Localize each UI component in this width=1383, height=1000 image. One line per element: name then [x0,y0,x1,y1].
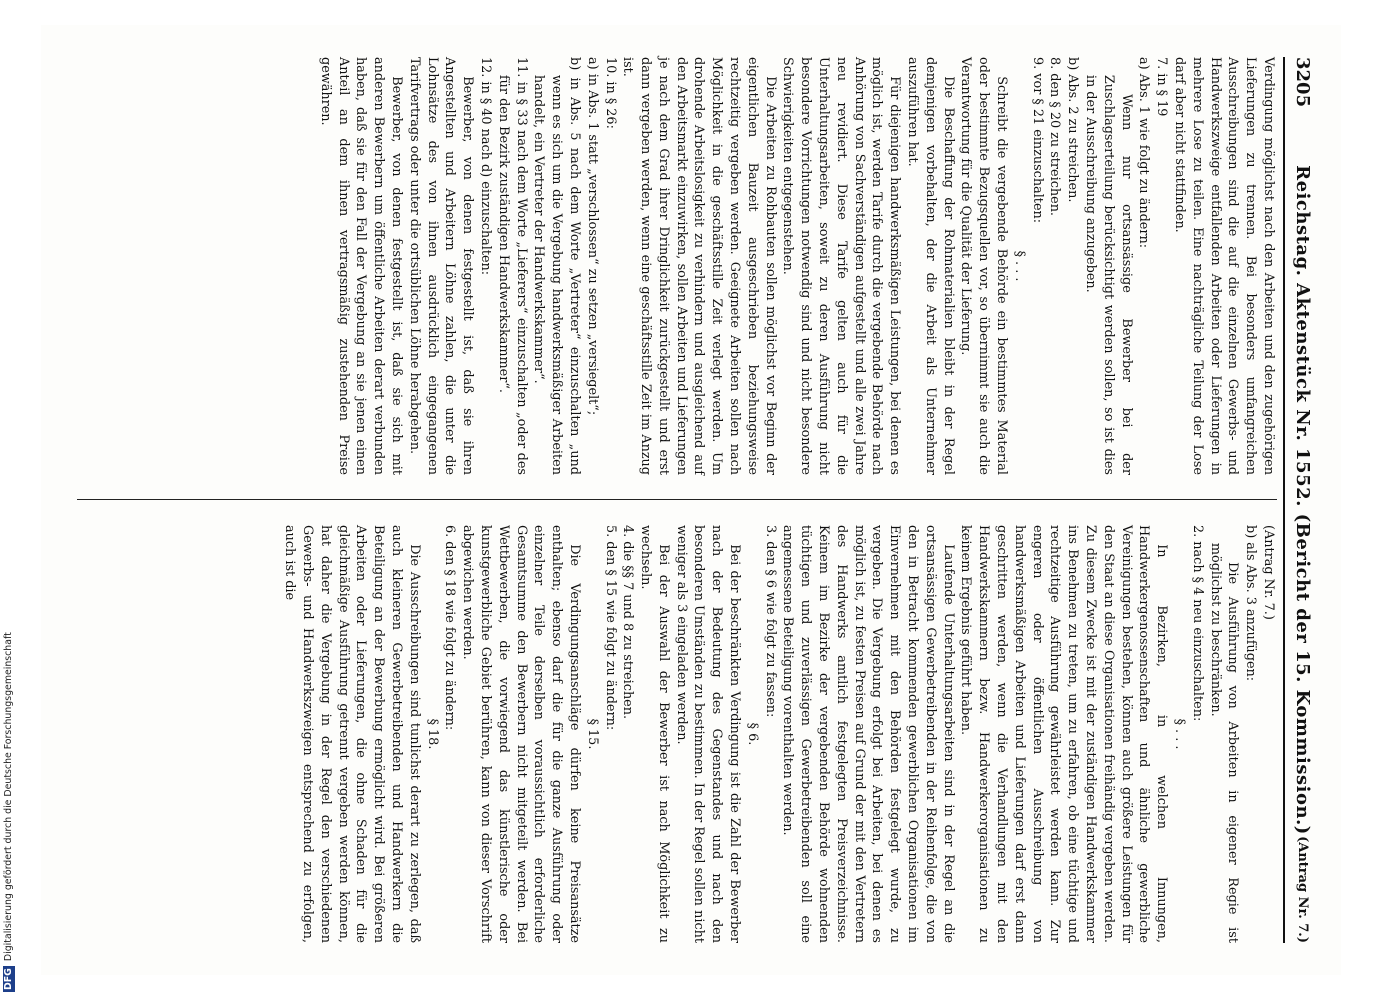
list-item: 12. in § 40 nach d) einzuschalten: [477,57,493,276]
list-item: 8. den § 20 zu streichen. [1047,57,1063,217]
paragraph: Die Beschaffung der Rohmaterialien bleibt in der Regel demjenigen vorbehalten, der die Arbeit als Unternehmer auszuführen hat. [905,57,956,475]
document-page [41,25,1341,975]
list-item: 9. vor § 21 einzuschalten: [1029,57,1045,224]
list-item: 7. in § 19 [1154,57,1170,117]
list-item: b) in Abs. 5 nach dem Worte „Vertreter“ einzuschalten „und wenn es sich um die Vergebung handwerksmäßiger Arbeiten handelt, ein Vertreter der Handwerkskammer“. [531,57,582,475]
paragraph: Verdingung möglichst nach den Arbeiten und den zugehörigen Lieferungen zu trennen. Bei besonders umfangreichen Ausschreibungen sind die auf die einzelnen Gewerbs- und Handwerkszweige entfallenden Arbeiten oder Lieferungen in mehrere Lose zu teilen. Eine nachträgliche Teilung der Lose darf aber nicht stattfinden. [1172,57,1276,475]
section-mark: § . . . [1011,250,1027,282]
left-column [81,57,1277,475]
list-item: a) Abs. 1 wie folgt zu ändern: [1136,57,1152,249]
dfg-logo: DFG [3,968,14,990]
paragraph: Bei der beschränkten Verdingung ist die Zahl der Bewerber nach der Bedeutung des Gegenstandes und nach den besonderen Umständen zu bestimmen. In der Regel sollen nicht weniger als 3 eingeladen werden. [673,525,743,943]
paragraph: Die Verdingungsanschläge dürfen keine Preisansätze enthalten; ebenso darf die für die ganze Ausführung oder einzelner Teile derselben voraussichtlich erforderliche Gesamtsumme den Bewerbern nicht mitgeteilt werden. Bei Wettbewerben, die vorwiegend das künstlerische oder kunstgewerbliche Gebiet berühren, kann von dieser Vorschrift abgewichen werden. [460,525,582,943]
column-separator [77,499,1277,500]
section-mark: § 15. [584,718,600,750]
list-item: b) Abs. 2 zu streichen. [1065,57,1081,203]
paragraph: Die Ausführung von Arbeiten in eigener Regie ist möglichst zu beschränken. [1207,542,1241,943]
page-number: 3205 [1292,57,1313,108]
list-item: a) in Abs. 1 statt „verschlossen“ zu setzen „versiegelt“; [584,57,600,416]
list-item: 3. den § 6 wie folgt zu fassen: [762,525,778,718]
section-mark: § . . . [1172,718,1188,750]
paragraph: Bewerber, von denen festgestellt ist, daß sie ihren Angestellten und Arbeitern Löhne zahlen, die unter die Lohnsätze des von ihnen ausdrücklich eingegangenen Tarifvertrags oder unter die ortsüblichen Löhne herabgehen. [406,57,476,475]
paragraph: Wenn nur ortsansässige Bewerber bei der Zuschlagserteilung berücksichtigt werden sollen, so ist dies in der Ausschreibung anzugeben. [1083,74,1134,475]
list-item: 11. in § 33 nach dem Worte „Lieferers“ einzuschalten „oder des für den Bezirk zuständigen Handwerkskammer“. [495,57,529,475]
list-item: 6. den § 18 wie folgt zu ändern: [442,525,458,731]
paragraph: In Bezirken, in welchen Innungen, Handwerkergenossenschaften und ähnliche gewerbliche Vereinigungen bestehen, können auch größere Leistungen für den Staat an diese Organisationen freihändig vergeben werden. Zu diesem Zwecke ist mit der zuständigen Handwerkskammer ins Benehmen zu treten, um zu erfahren, ob eine tüchtige und rechtzeitige Ausführung gewährleistet werden kann. Zur engeren oder öffentlichen Ausschreibung von handwerksmäßigen Arbeiten und Lieferungen darf erst dann geschritten werden, wenn die Verhandlungen mit den Handwerkskammern bezw. Handwerkerorganisationen zu keinem Ergebnis geführt haben. [958,525,1170,943]
section-mark: § 18. [424,718,440,750]
paragraph: Für diejenigen handwerksmäßigen Leistungen, bei denen es möglich ist, werden Tarife durch die vergebende Behörde nach Anhörung von Sachverständigen aufgestellt und alle zwei Jahre neu revidiert. Diese Tarife gelten auch für die Unterhaltungsarbeiten, soweit zu deren Ausführung nicht besondere Vorrichtungen notwendig sind und nicht besondere Schwierigkeiten entgegenstehen. [780,57,903,475]
list-item: 10. in § 26: [602,57,618,129]
section-mark: § 6. [744,722,760,746]
list-item: 5. den § 15 wie folgt zu ändern: [602,525,618,731]
sidebar-credit-text [1,0,16,992]
header-antrag: (Antrag Nr. 7.) [1295,836,1310,943]
paragraph: Laufende Unterhaltungsarbeiten sind in der Regel an die ortsansässigen Gewerbetreibenden in der Reihenfolge, die von den in Betracht kommenden gewerblichen Organisationen im Einvernehmen mit den Behörden festgelegt wurde, zu vergeben. Die Vergebung erfolgt bei Arbeiten, bei denen es möglich ist, zu festen Preisen auf Grund der mit den Vertretern des Handwerks amtlich festgelegten Preisverzeichnisse. Keinem im Bezirke der vergebenden Behörde wohnenden tüchtigen und zuverlässigen Gewerbetreibenden soll eine angemessene Beteiligung vorenthalten werden. [780,525,956,943]
header-rule [1283,57,1285,943]
digitization-credit: Digitalisierung gefördert durch die Deutsche Forschungsgemeinschaft [3,632,14,962]
page-header [1287,57,1313,943]
paragraph: Schreibt die vergebende Behörde ein bestimmtes Material oder bestimmte Bezugsquellen vor, so übernimmt sie auch die Verantwortung für die Qualität der Lieferung. [958,57,1010,475]
antrag-label: (Antrag Nr. 7.) [1261,525,1276,620]
page-title: Reichstag. Aktenstück Nr. 1552. (Bericht der 15. Kommission.) [1292,165,1313,835]
paragraph: Die Arbeiten zu Rohbauten sollen möglichst vor Beginn der eigentlichen Bauzeit ausgeschrieben beziehungsweise rechtzeitig vergeben werden. Geeignete Arbeiten sollen nach Möglichkeit in die geschäftsstille Zeit verlegt werden. Um drohende Arbeitslosigkeit zu verhindern und ausgleichend auf den Arbeitsmarkt einzuwirken, sollen Arbeiten und Lieferungen je nach dem Grad ihrer Dringlichkeit zurückgestellt und erst dann vergeben werden, wenn eine geschäftsstille Zeit im Anzug ist. [620,57,778,475]
list-item: b) als Abs. 3 anzufügen: [1243,525,1259,682]
list-item: 2. nach § 4 neu einzuschalten: [1189,525,1205,722]
sidebar-credit [0,0,15,1000]
right-column [81,525,1277,943]
list-item: 4. die §§ 7 und 8 zu streichen. [620,525,636,720]
paragraph: Bewerber, von denen festgestellt ist, daß sie sich mit anderen Bewerbern um öffentliche Arbeiten derart verbunden haben, daß sie für den Fall der Vergebung an sie jenen einen Anteil an dem ihnen vertragsmäßig zustehenden Preise gewähren. [317,57,404,475]
paragraph: Die Ausschreibungen sind tunlichst derart zu zerlegen, daß auch kleineren Gewerbetreibenden und Handwerkern die Beteiligung an der Bewerbung ermöglicht wird. Bei größeren Arbeiten oder Lieferungen, die ohne Schaden für die gleichmäßige Ausführung getrennt vergeben werden können, hat daher die Vergebung in der Regel den verschiedenen Gewerbs- und Handwerkszweigen entsprechend zu erfolgen, auch ist die [282,525,422,943]
paragraph: Bei der Auswahl der Bewerber ist nach Möglichkeit zu wechseln. [638,525,671,943]
